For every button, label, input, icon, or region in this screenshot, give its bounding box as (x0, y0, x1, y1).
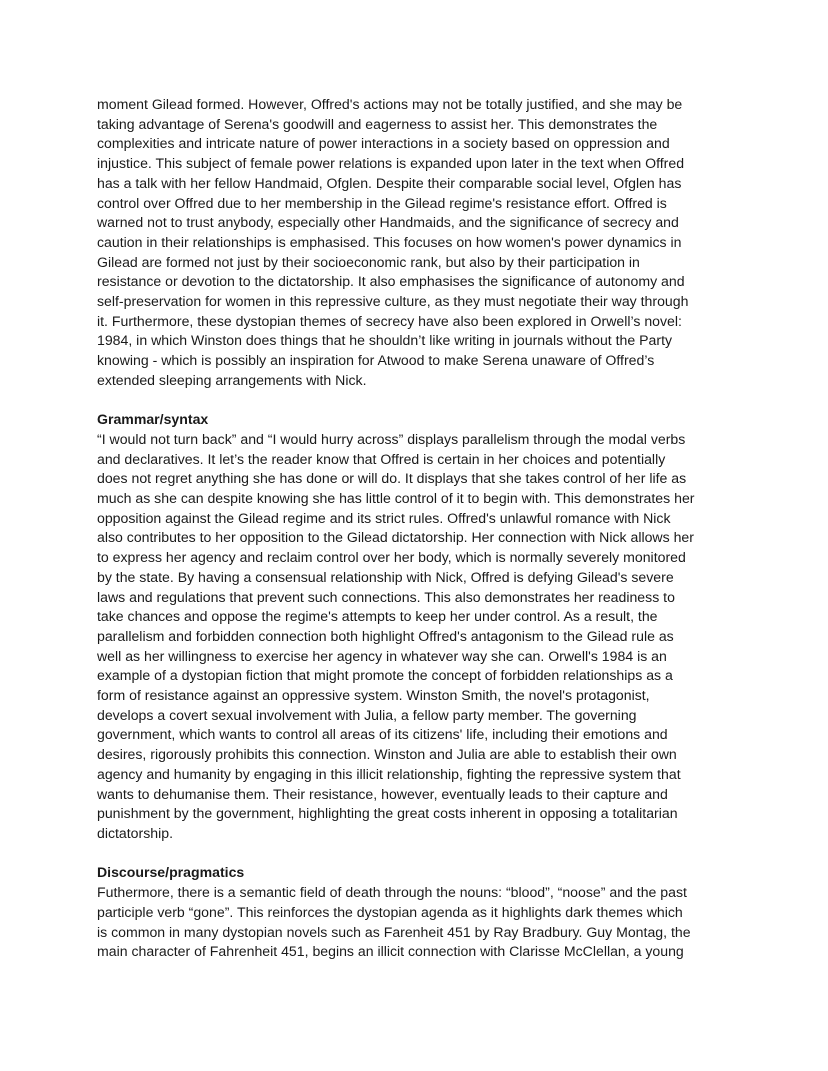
text-line: resistance or devotion to the dictatorship. It also emphasises the significance of autonomy and (97, 273, 685, 290)
paragraph-grammar-syntax (97, 430, 727, 844)
text-line: Futhermore, there is a semantic field of death through the nouns: “blood”, “noose” and the past (97, 884, 687, 901)
text-line: complexities and intricate nature of power interactions in a society based on oppression and (97, 135, 670, 152)
text-line: parallelism and forbidden connection both highlight Offred's antagonism to the Gilead rule as (97, 627, 674, 644)
text-line: government, which wants to control all areas of its citizens' life, including their emotions and (97, 726, 668, 743)
text-line: also contributes to her opposition to the Gilead dictatorship. Her connection with Nick allows her (97, 529, 694, 546)
text-line: caution in their relationships is emphasised. This focuses on how women's power dynamics in (97, 233, 682, 250)
text-line: does not regret anything she has done or will do. It displays that she takes control of her life as (97, 470, 687, 487)
paragraph-gap (97, 391, 727, 411)
heading-discourse-pragmatics: Discourse/pragmatics (97, 864, 245, 881)
text-line: dictatorship. (97, 825, 173, 841)
text-line: it. Furthermore, these dystopian themes of secrecy have also been explored in Orwell’s novel: (97, 312, 682, 329)
text-line: example of a dystopian fiction that might promote the concept of forbidden relationships as a (97, 667, 673, 684)
text-line: warned not to trust anybody, especially other Handmaids, and the significance of secrecy and (97, 214, 679, 231)
text-line: main character of Fahrenheit 451, begins an illicit connection with Clarisse McClellan, a young (97, 943, 684, 960)
text-line: and declaratives. It let’s the reader know that Offred is certain in her choices and potentially (97, 450, 666, 467)
text-line: moment Gilead formed. However, Offred's actions may not be totally justified, and she may be (97, 96, 683, 112)
text-line: laws and regulations that prevent such connections. This also demonstrates her readiness to (97, 588, 675, 605)
paragraph-discourse-pragmatics (97, 883, 727, 962)
text-line: to express her agency and reclaim control over her body, which is normally severely monitored (97, 549, 686, 566)
text-line: self-preservation for women in this repressive culture, as they must negotiate their way through (97, 293, 689, 310)
text-line: extended sleeping arrangements with Nick. (97, 371, 367, 388)
heading-grammar-syntax: Grammar/syntax (97, 411, 209, 428)
text-line: has a talk with her fellow Handmaid, Ofglen. Despite their comparable social level, Ofglen has (97, 174, 682, 191)
text-line: participle verb “gone”. This reinforces the dystopian agenda as it highlights dark themes which (97, 903, 683, 920)
text-line: take chances and oppose the regime's attempts to keep her under control. As a result, the (97, 608, 658, 625)
text-line: control over Offred due to her membership in the Gilead regime's resistance effort. Offred is (97, 194, 667, 211)
text-line: punishment by the government, highlighting the great costs inherent in opposing a totalitarian (97, 805, 678, 822)
text-line: by the state. By having a consensual relationship with Nick, Offred is defying Gilead's severe (97, 568, 674, 585)
text-line: develops a covert sexual involvement with Julia, a fellow party member. The governing (97, 706, 637, 723)
document-page (97, 95, 727, 962)
text-line: is common in many dystopian novels such as Farenheit 451 by Ray Bradbury. Guy Montag, the (97, 923, 691, 940)
paragraph-intro (97, 95, 727, 391)
paragraph-gap (97, 844, 727, 864)
text-line: 1984, in which Winston does things that he shouldn’t like writing in journals without the Party (97, 332, 673, 349)
text-line: taking advantage of Serena's goodwill and eagerness to assist her. This demonstrates the (97, 115, 658, 132)
text-line: well as her willingness to exercise her agency in whatever way she can. Orwell's 1984 is an (97, 647, 667, 664)
text-line: injustice. This subject of female power relations is expanded upon later in the text when Offred (97, 155, 685, 172)
text-line: “I would not turn back” and “I would hurry across” displays parallelism through the modal verbs (97, 430, 686, 447)
text-line: Gilead are formed not just by their socioeconomic rank, but also by their participation in (97, 253, 640, 270)
text-line: agency and humanity by engaging in this illicit relationship, fighting the repressive system that (97, 765, 681, 782)
text-line: desires, rigorously prohibits this connection. Winston and Julia are able to establish their own (97, 746, 677, 763)
text-line: wants to dehumanise them. Their resistance, however, eventually leads to their capture and (97, 785, 668, 802)
text-line: opposition against the Gilead regime and its strict rules. Offred's unlawful romance with Nick (97, 509, 671, 526)
text-line: form of resistance against an oppressive system. Winston Smith, the novel's protagonist, (97, 687, 650, 704)
text-line: much as she can despite knowing she has little control of it to begin with. This demonstrates her (97, 490, 695, 507)
text-line: knowing - which is possibly an inspiration for Atwood to make Serena unaware of Offred’s (97, 352, 655, 369)
